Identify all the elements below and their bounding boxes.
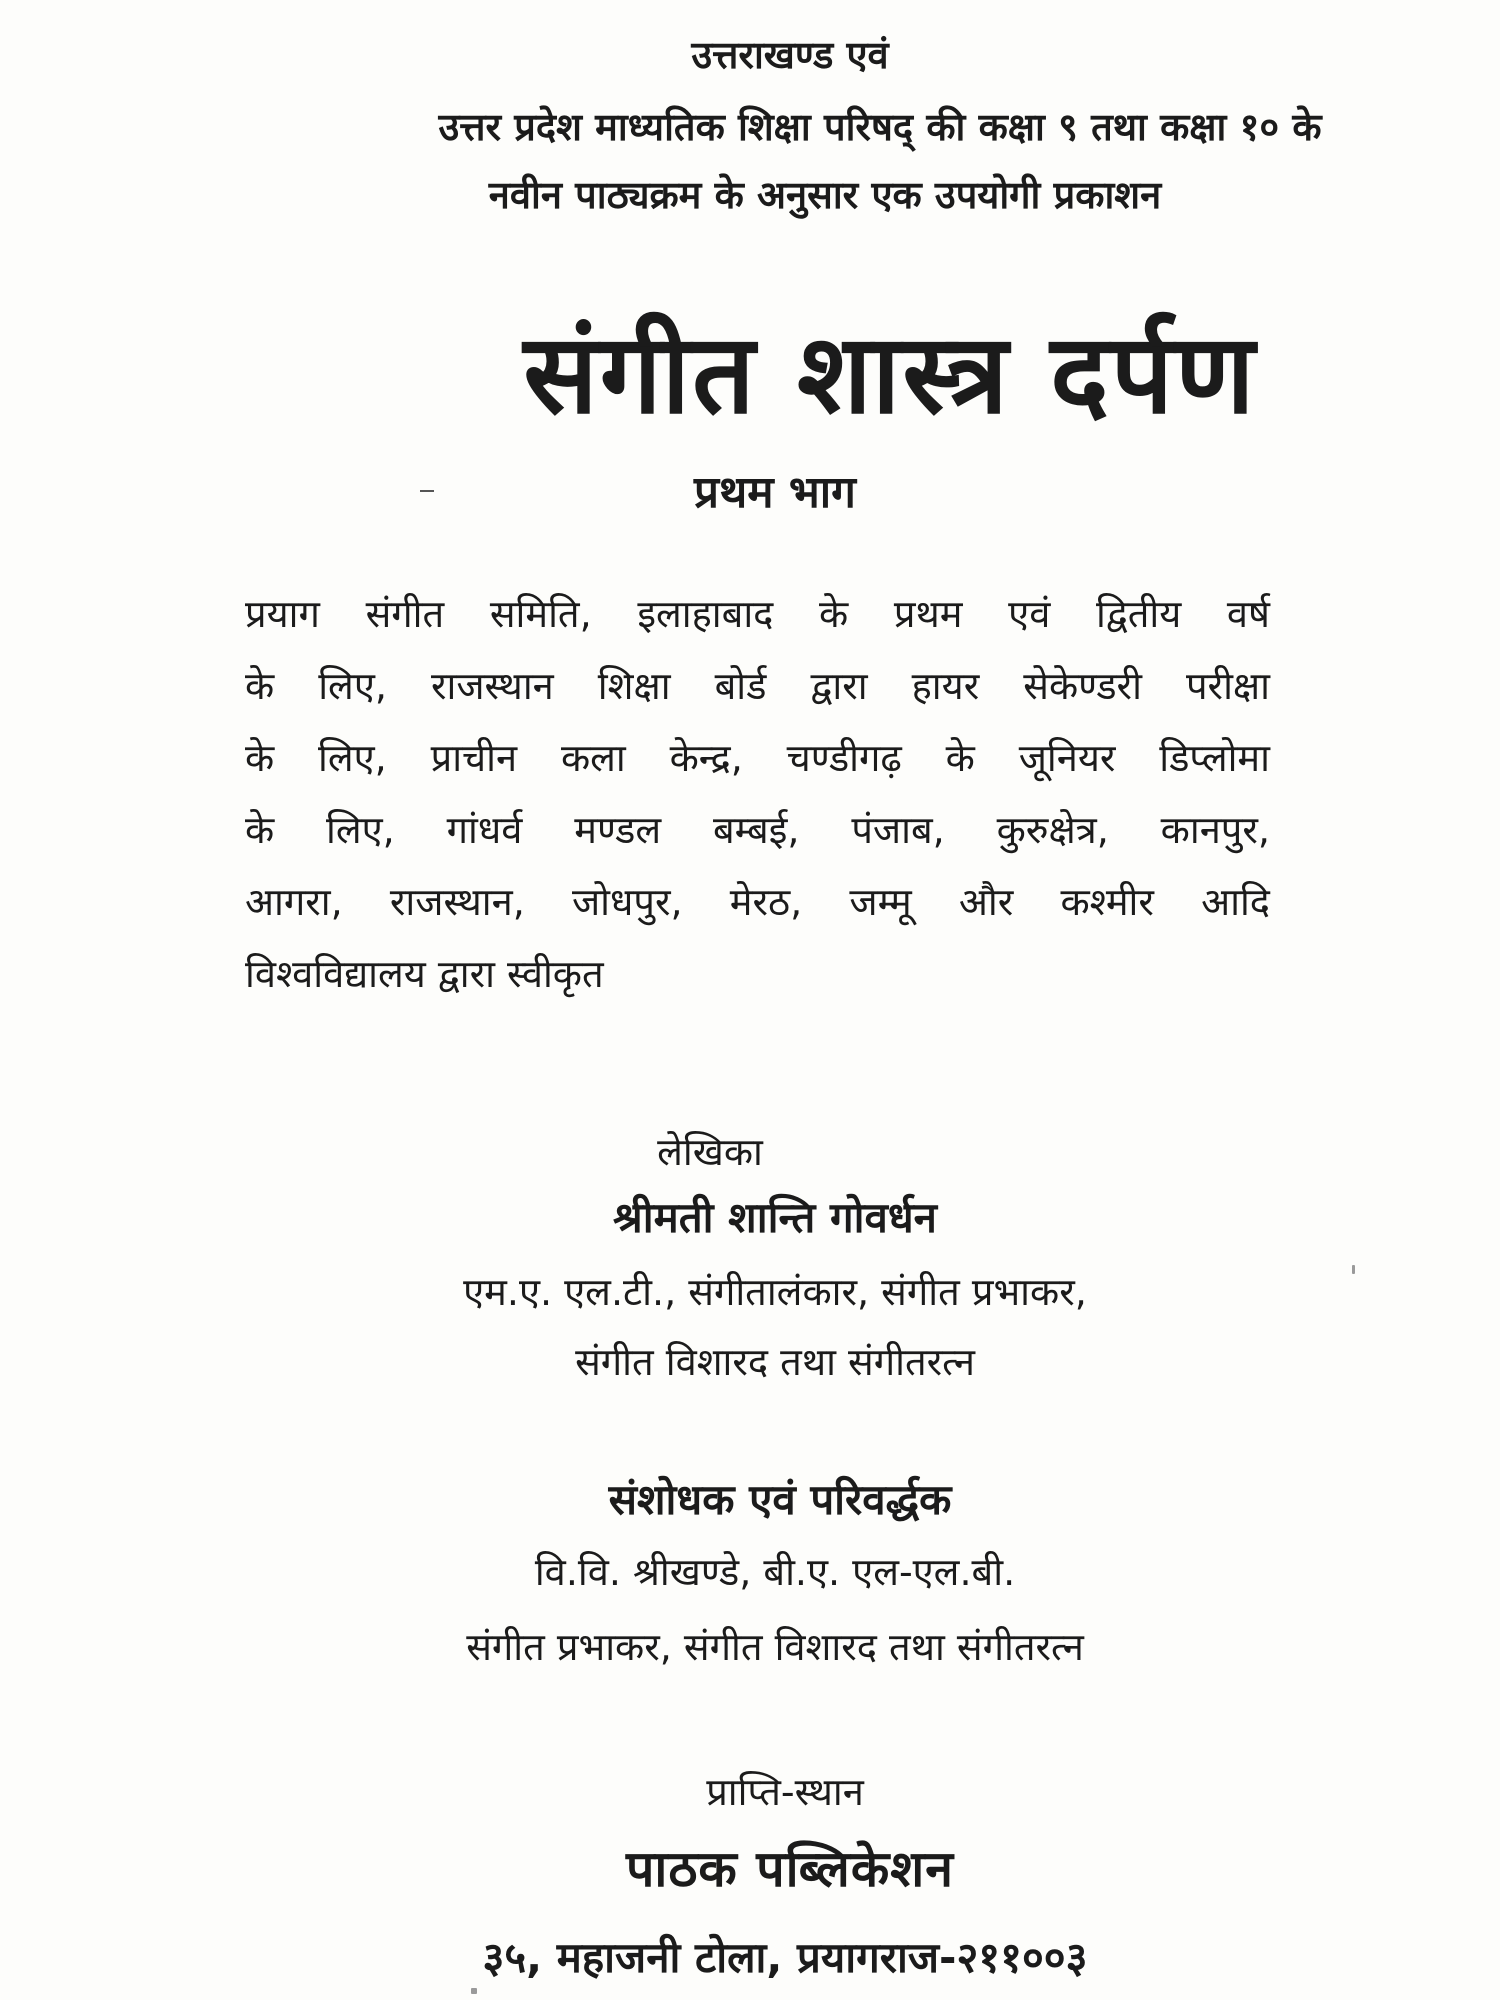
description-line: के लिए, प्राचीन कला केन्द्र, चण्डीगढ़ के जूनियर डिप्लोमा [245,736,1270,780]
header-line-3: नवीन पाठ्यक्रम के अनुसार एक उपयोगी प्रकाशन [488,173,1162,217]
print-speck [471,1988,477,1994]
publisher-name: पाठक पब्लिकेशन [626,1840,954,1898]
author-name: श्रीमती शान्ति गोवर्धन [612,1193,937,1242]
reviser-label: संशोधक एवं परिवर्द्धक [608,1475,952,1524]
availability-label: प्राप्ति-स्थान [706,1770,864,1814]
description-paragraph [245,578,1270,1010]
publisher-address: ३५, महाजनी टोला, प्रयागराज-२११००३ [482,1933,1088,1982]
reviser-name: वि.वि. श्रीखण्डे, बी.ए. एल-एल.बी. [534,1550,1016,1594]
reviser-qualification: संगीत प्रभाकर, संगीत विशारद तथा संगीतरत्न [466,1625,1084,1669]
description-line: के लिए, गांधर्व मण्डल बम्बई, पंजाब, कुरुक्षेत्र, कानपुर, [245,808,1270,852]
book-part: प्रथम भाग [694,467,856,518]
description-line: के लिए, राजस्थान शिक्षा बोर्ड द्वारा हायर सेकेण्डरी परीक्षा [245,664,1270,708]
header-line-1: उत्तराखण्ड एवं [691,33,889,77]
header-line-2: उत्तर प्रदेश माध्यतिक शिक्षा परिषद् की कक्षा ९ तथा कक्षा १० के [438,105,1322,149]
book-title: संगीत शास्त्र दर्पण [523,310,1257,438]
author-label: लेखिका [657,1130,763,1174]
description-line: प्रयाग संगीत समिति, इलाहाबाद के प्रथम एवं द्वितीय वर्ष [245,592,1270,636]
author-qualification-2: संगीत विशारद तथा संगीतरत्न [575,1340,975,1384]
print-speck [1352,1265,1355,1274]
author-qualification-1: एम.ए. एल.टी., संगीतालंकार, संगीत प्रभाकर, [463,1270,1087,1314]
description-line: विश्वविद्यालय द्वारा स्वीकृत [245,952,604,996]
description-line: आगरा, राजस्थान, जोधपुर, मेरठ, जम्मू और कश्मीर आदि [245,880,1270,924]
